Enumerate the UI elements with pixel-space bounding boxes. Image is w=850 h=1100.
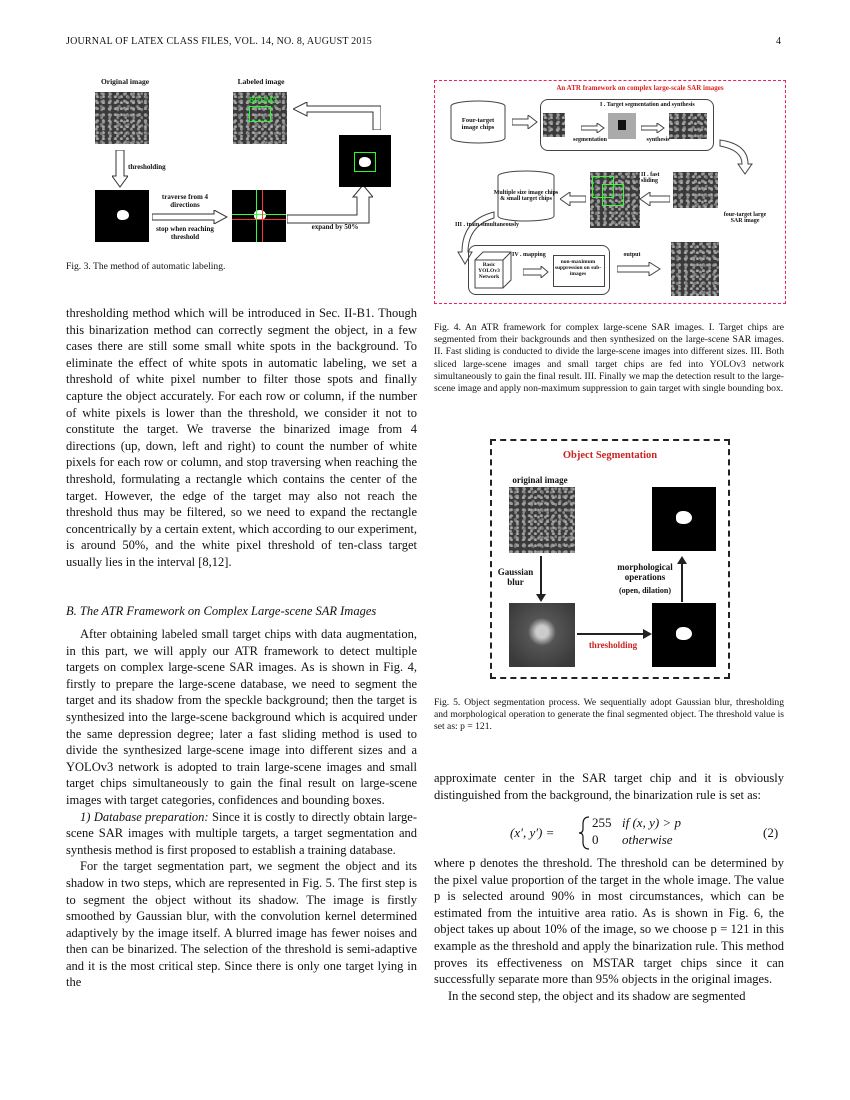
fig3-traverse: traverse from 4 directions bbox=[161, 193, 209, 209]
eq-lhs: (x′, y′) = bbox=[510, 825, 555, 840]
right-arrow-icon bbox=[152, 210, 228, 224]
left-arrow-icon bbox=[293, 102, 381, 130]
fig4-caption: Fig. 4. An ATR framework for complex large-scene SAR images. I. Target chips are segmented from their backgrounds and then synthesized on the large-scene SAR images. II. Fast sliding is conducted to divide the large-scene images into different sizes. III. Both sliced large-scene images and small target chips are fed into YOLOv3 network simultaneously to gain the final result. III. Finally we map the detection result to the large-scene image and apply non-maximum suppression to gain target with single bounding box. bbox=[434, 322, 784, 395]
paragraph: thresholding method which will be introduced in Sec. II-B1. Though this binarization method can correctly segment the object, in a few cases there are still some small white spots in the background. To eliminate the effect of white spots in automatic labeling, we set a threshold of white pixel number to filter those spots and finally capture the object accurately. For each row or column, if the number of white pixels is lower than the threshold, we consider it not to constitute the target. We traverse the binarized image from 4 directions (up, down, left and right) to count the number of white pixels for each row or column, and stop traversing when reaching the threshold, formulating a rectangle which contains the center of the target. However, the edge of the target may also not reach the threshold thus may be filtered, so we need to expand the rectangle concentrically by a certain extent, which according to our experiment, is around 50%, and the white pixel threshold of ten-class target usually lies in the interval [8,12]. bbox=[66, 306, 417, 569]
fig3-tag: BRDM2 bbox=[249, 96, 278, 105]
fig4-chip bbox=[543, 113, 565, 137]
fig5-morph-image bbox=[652, 487, 716, 551]
fig5-blurred-image bbox=[509, 603, 575, 667]
right-arrow-icon bbox=[617, 262, 661, 276]
fig4-step2: II . fast sliding bbox=[641, 172, 660, 184]
eq-r1a: 255 bbox=[592, 815, 612, 830]
section-heading: B. The ATR Framework on Complex Large-scene SAR Images bbox=[66, 604, 377, 618]
curved-arrow-icon bbox=[718, 136, 758, 176]
up-right-arrow-icon bbox=[287, 185, 373, 227]
fig4-multi: Multiple size image chips & small target chips bbox=[493, 190, 559, 202]
paragraph: For the target segmentation part, we segment the object and its shadow in two steps, which are represented in Fig. 5. The first step is to segment the object without its shadow. The image is firstly smoothed by Gaussian blur, with the convolution kernel determined adaptively by the image itself. A blurred image has fewer noises and then can be binarized. The selection of the threshold is semi-adaptive and it is the most critical step. Since there is only one target lying in the bbox=[66, 859, 417, 990]
fig3-labeled-image bbox=[233, 92, 287, 144]
fig3-labeled-label: Labeled image bbox=[237, 77, 285, 86]
eq-r2a: 0 bbox=[592, 832, 599, 847]
right-arrow-icon bbox=[512, 115, 538, 129]
fig4-title: An ATR framework on complex large-scale SAR images bbox=[556, 84, 724, 92]
eq-number: (2) bbox=[763, 825, 779, 840]
eq-r2b: otherwise bbox=[622, 832, 673, 847]
right-arrow-icon bbox=[577, 628, 653, 640]
fig3-expand: expand by 50% bbox=[311, 223, 359, 231]
fig3-original-label: Original image bbox=[100, 77, 150, 86]
right-column-2 bbox=[434, 855, 784, 1004]
subsection-heading: 1) Database preparation: bbox=[80, 809, 209, 824]
fig4-sliding-image bbox=[590, 172, 640, 228]
eq-r1b: if (x, y) > p bbox=[622, 815, 681, 830]
fig4-output-image bbox=[671, 242, 719, 296]
left-column-2 bbox=[66, 626, 417, 991]
fig3-traverse-image bbox=[232, 190, 286, 242]
fig3-binary-image bbox=[95, 190, 149, 242]
fig5-title: Object Segmentation bbox=[562, 450, 658, 461]
fig4-segmentation: segmentation bbox=[573, 137, 607, 143]
bounding-box bbox=[249, 106, 271, 122]
fig4-four-large: four-target large SAR image bbox=[723, 212, 767, 224]
fig4-output: output bbox=[623, 252, 641, 258]
left-arrow-icon bbox=[640, 192, 670, 206]
fig3-thresholding: thresholding bbox=[128, 163, 166, 171]
paragraph: where p denotes the threshold. The threshold can be determined by the pixel value proportion of the target in the whole image. The value p is selected around 90% in most circumstances, which can be estimated from the intuitive area ratio. As is shown in Fig. 6, the object takes up about 10% of the image, so we choose p = 121 in this example as the threshold and apply the binarization rule. This method proves its effectiveness on MSTAR target chips since it can successfully separate more than 95% objects in the original images. bbox=[434, 856, 784, 987]
fig3-original-image bbox=[95, 92, 149, 144]
fig4-yolo: Basic YOLOv3 Network bbox=[478, 262, 500, 280]
fig5-thresholding: thresholding bbox=[588, 640, 638, 650]
fig4-synthesis: synthesis bbox=[646, 137, 670, 143]
paragraph: Since it is costly to directly obtain large-scene SAR images with multiple targets, a target segmentation and synthesis method is first proposed to establish a training database. bbox=[66, 809, 417, 857]
fig4-large-image bbox=[673, 172, 718, 208]
fig4-step3: III . train simultaneously bbox=[455, 222, 520, 228]
fig5-morph2: (open, dilation) bbox=[618, 586, 671, 595]
paragraph: After obtaining labeled small target chips with data augmentation, in this part, we will apply our ATR framework to detect multiple targets on complex large-scene SAR images. As is shown in Fig. 4, firstly to prepare the large-scene database, we need to segment the target and its shadow from the speckle background; then the target is synthesized into the large-scene background which is acquired under the same depression degree; later a fast sliding method is used to divide the synthesized large-scene image into different sizes and a YOLOv3 network is adopted to train large-scene images and small target chips simultaneously to gain the final result on large-scene images with target categories, confidences and bounding boxes. bbox=[66, 627, 417, 807]
fig4-segmented bbox=[608, 113, 636, 139]
left-brace-icon bbox=[578, 816, 590, 850]
fig4-synthesized bbox=[669, 113, 707, 139]
paragraph: In the second step, the object and its shadow are segmented bbox=[448, 988, 746, 1003]
down-arrow-icon bbox=[112, 150, 128, 188]
paragraph: approximate center in the SAR target chip and it is obviously distinguished from the background, the binarization rule is set as: bbox=[434, 771, 784, 802]
fig5-binary-image bbox=[652, 603, 716, 667]
fig5-original-image bbox=[509, 487, 575, 553]
fig4-db: Four-target image chips bbox=[461, 117, 495, 131]
fig4-nms: non-maximum suppression on sub-images bbox=[554, 259, 602, 277]
running-header: JOURNAL OF LATEX CLASS FILES, VOL. 14, NO. 8, AUGUST 2015 bbox=[66, 36, 372, 47]
right-arrow-icon bbox=[581, 123, 605, 133]
right-arrow-icon bbox=[641, 123, 665, 133]
fig3-stop: stop when reaching threshold bbox=[156, 225, 214, 241]
fig4-step4: IV . mapping bbox=[512, 252, 546, 258]
fig3-expanded-image bbox=[339, 135, 391, 187]
left-arrow-icon bbox=[560, 192, 586, 206]
fig4-step1: I . Target segmentation and synthesis bbox=[600, 102, 695, 108]
right-arrow-icon bbox=[523, 266, 549, 278]
right-column bbox=[434, 770, 784, 803]
fig5-gaussian: Gaussian blur bbox=[497, 567, 534, 587]
fig5-original: original image bbox=[512, 475, 568, 485]
left-column bbox=[66, 305, 417, 571]
page-number: 4 bbox=[776, 36, 782, 47]
fig5-morph: morphological operations bbox=[617, 562, 673, 582]
fig5-caption: Fig. 5. Object segmentation process. We sequentially adopt Gaussian blur, thresholding and morphological operation to generate the final segmented object. The threshold value is set as: p = 121. bbox=[434, 697, 784, 733]
fig3-caption: Fig. 3. The method of automatic labeling. bbox=[66, 261, 226, 272]
